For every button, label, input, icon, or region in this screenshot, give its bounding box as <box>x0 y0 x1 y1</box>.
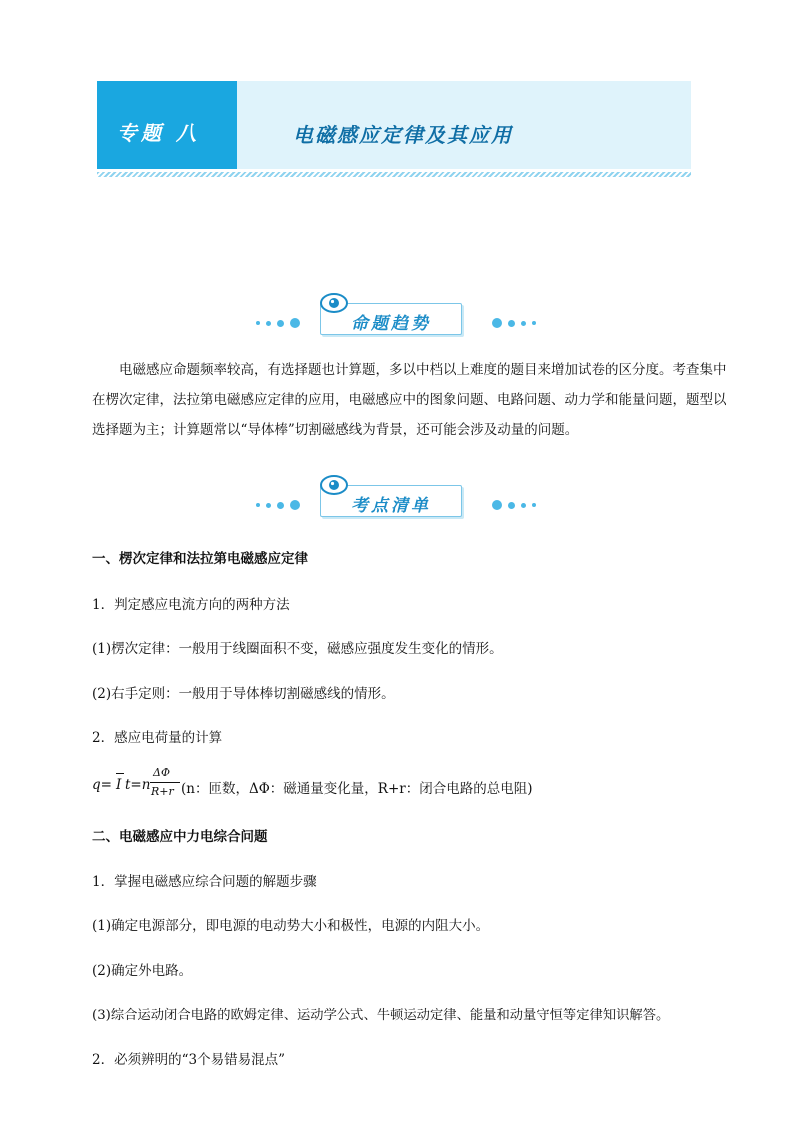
formula-mid: t=n <box>125 777 151 793</box>
page-title: 电磁感应定律及其应用 <box>293 123 513 147</box>
list-item: 1．掌握电磁感应综合问题的解题步骤 <box>92 874 317 890</box>
dots-right <box>492 500 536 510</box>
list-item: 2．感应电荷量的计算 <box>92 730 223 746</box>
topic-label: 专题 八 <box>117 121 200 145</box>
formula-note: (n：匝数，ΔΦ：磁通量变化量，R+r：闭合电路的总电阻) <box>181 781 533 797</box>
section-badge-checklist <box>256 477 536 523</box>
fraction-denominator: R+r <box>151 785 174 798</box>
badge-box <box>320 303 462 335</box>
overbar <box>116 773 124 774</box>
formula-i: I <box>116 777 122 793</box>
list-item: (2)确定外电路。 <box>92 963 193 979</box>
section-label: 命题趋势 <box>351 314 431 334</box>
list-item: 1．判定感应电流方向的两种方法 <box>92 597 290 613</box>
dots-right <box>492 318 536 328</box>
heading-2: 二、电磁感应中力电综合问题 <box>92 829 268 845</box>
heading-1: 一、楞次定律和法拉第电磁感应定律 <box>92 551 308 567</box>
topic-block <box>97 81 237 169</box>
list-item: 2．必须辨明的“3个易错易混点” <box>92 1052 285 1068</box>
intro-text: 电磁感应命题频率较高，有选择题也计算题，多以中档以上难度的题目来增加试卷的区分度。考查集中在楞次定律，法拉第电磁感应定律的应用，电磁感应中的图象问题、电路问题、动力学和能量问题，题型以选择题为主；计算题常以“导体棒”切割磁感线为背景，还可能会涉及动量的问题。 <box>92 362 727 438</box>
dots-left <box>256 318 300 328</box>
badge-box <box>320 485 462 517</box>
intro-paragraph <box>92 355 732 445</box>
charge-formula <box>92 764 732 808</box>
banner-stripe-divider <box>97 172 691 177</box>
fraction-numerator: ΔΦ <box>153 766 170 779</box>
list-item: (1)楞次定律：一般用于线圈面积不变，磁感应强度发生变化的情形。 <box>92 641 503 657</box>
fraction-bar <box>150 782 180 783</box>
list-item: (1)确定电源部分，即电源的电动势大小和极性，电源的内阻大小。 <box>92 918 490 934</box>
section-badge-trend <box>256 295 536 341</box>
eye-icon <box>319 292 349 314</box>
eye-icon <box>319 474 349 496</box>
formula-lhs: q= <box>92 777 112 793</box>
title-banner <box>97 81 691 169</box>
list-item: (2)右手定则：一般用于导体棒切割磁感线的情形。 <box>92 686 395 702</box>
section-label: 考点清单 <box>351 496 431 516</box>
list-item: (3)综合运动闭合电路的欧姆定律、运动学公式、牛顿运动定律、能量和动量守恒等定律知识解答。 <box>92 1008 670 1023</box>
dots-left <box>256 500 300 510</box>
